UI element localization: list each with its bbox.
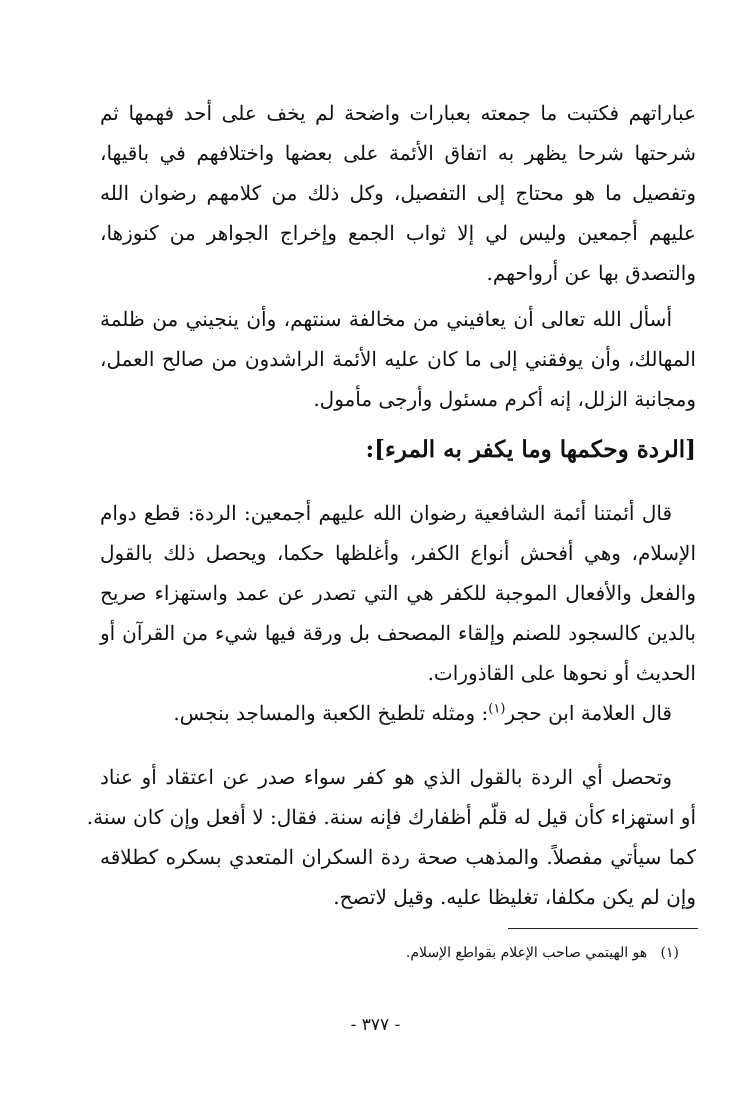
- text-line: أسأل الله تعالى أن يعافيني من مخالفة سنتهم، وأن ينجيني من ظلمة: [100, 307, 672, 331]
- text-line: شرحتها شرحا يظهر به اتفاق الأئمة على بعضها واختلافهم في باقيها،: [100, 141, 696, 165]
- text-line: عليهم أجمعين وليس لي إلا ثواب الجمع وإخراج الجواهر من كنوزها،: [100, 221, 696, 245]
- text-line: الحديث أو نحوها على القاذورات.: [427, 661, 696, 685]
- text-line: بالدين كالسجود للصنم وإلقاء المصحف بل ورقة فيها شيء من القرآن أو: [100, 621, 696, 645]
- paragraph-intro-continuation: [100, 93, 696, 293]
- text-line: والفعل والأفعال الموجبة للكفر هي التي تصدر عن عمد واستهزاء صريح: [100, 581, 696, 605]
- section-heading: [الردة وحكمها وما يكفر به المرء]:: [365, 436, 696, 463]
- text-line: والتصدق بها عن أرواحهم.: [486, 261, 696, 285]
- ibn-hajar-quote: [100, 693, 672, 733]
- paragraph-apostasy-definition: [100, 493, 696, 693]
- footnote-separator: [508, 928, 698, 929]
- text-line: المهالك، وأن يوفقني إلى ما كان عليه الأئمة الراشدون من صالح العمل،: [100, 347, 696, 371]
- text-line: وإن لم يكن مكلفا، تغليظا عليه. وقيل لاتصح.: [333, 885, 696, 909]
- paragraph-supplication: [100, 299, 696, 419]
- text-line: كما سيأتي مفصلاً. والمذهب صحة ردة السكران المتعدي بسكره كطلاقه: [100, 845, 696, 869]
- text-line: وتفصيل ما هو محتاج إلى التفصيل، وكل ذلك من كلامهم رضوان الله: [100, 181, 696, 205]
- text-line: أو استهزاء كأن قيل له قلّم أظفارك فإنه سنة. فقال: لا أفعل وإن كان سنة.: [86, 805, 696, 829]
- footnote-text: هو الهيتمي صاحب الإعلام بقواطع الإسلام.: [405, 945, 648, 961]
- quote-lead: قال العلامة ابن حجر: [505, 701, 672, 725]
- text-line: عباراتهم فكتبت ما جمعته بعبارات واضحة لم يخف على أحد فهمها ثم: [100, 101, 696, 125]
- paragraph-apostasy-by-speech: [86, 757, 696, 917]
- text-line: الإسلام، وهي أفحش أنواع الكفر، وأغلظها حكما، ويحصل ذلك بالقول: [100, 541, 696, 565]
- footnote-reference[interactable]: (١): [488, 701, 506, 717]
- quote-text: : ومثله تلطيخ الكعبة والمساجد بنجس.: [173, 701, 489, 725]
- text-line: ومجانبة الزلل، إنه أكرم مسئول وأرجى مأمول.: [313, 387, 696, 411]
- text-line: وتحصل أي الردة بالقول الذي هو كفر سواء صدر عن اعتقاد أو عناد: [100, 765, 672, 789]
- footnote: [119, 942, 679, 964]
- footnote-number: (١): [660, 945, 679, 961]
- text-line: قال أئمتنا أئمة الشافعية رضوان الله عليهم أجمعين: الردة: قطع دوام: [100, 501, 673, 525]
- page-number: - ٣٧٧ -: [350, 1015, 401, 1035]
